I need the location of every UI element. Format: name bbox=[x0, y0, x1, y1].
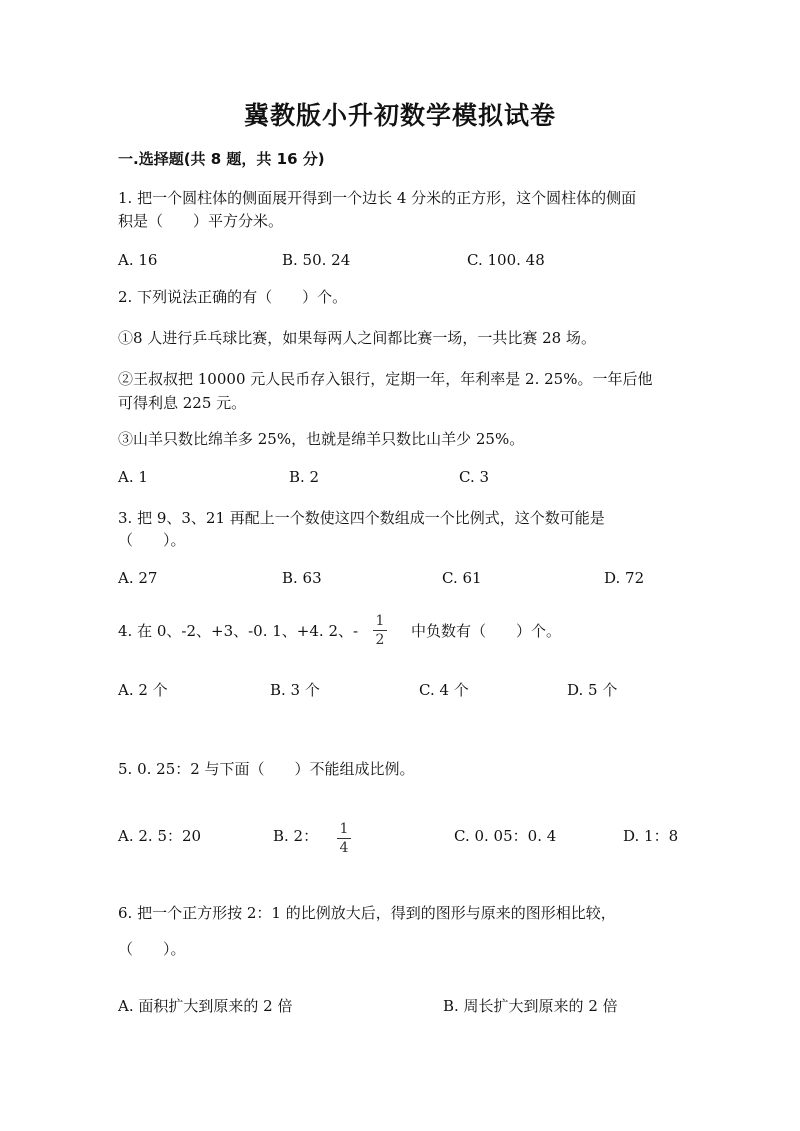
question-4-option-b: B. 3 个 bbox=[270, 681, 320, 699]
question-4-stem-after-fraction: 中负数有（ ）个。 bbox=[411, 622, 562, 640]
question-1-stem-line-1: 1. 把一个圆柱体的侧面展开得到一个边长 4 分米的正方形，这个圆柱体的侧面 bbox=[118, 189, 637, 207]
question-5-option-a: A. 2. 5：20 bbox=[118, 827, 202, 845]
question-1-stem-line-2: 积是（ ）平方分米。 bbox=[118, 212, 284, 230]
question-6-stem-line-2: （ ）。 bbox=[118, 940, 186, 958]
question-5-fraction-denominator: 4 bbox=[339, 840, 349, 856]
question-3-stem-line-1: 3. 把 9、3、21 再配上一个数使这四个数组成一个比例式，这个数可能是 bbox=[118, 509, 605, 527]
question-4-fraction bbox=[372, 614, 388, 647]
section-heading: 一.选择题(共 8 题，共 16 分) bbox=[118, 150, 325, 168]
question-2-option-c: C. 3 bbox=[459, 468, 490, 486]
question-3-option-c: C. 61 bbox=[442, 569, 482, 587]
question-1-option-a: A. 16 bbox=[118, 251, 158, 269]
question-5-option-c: C. 0. 05：0. 4 bbox=[454, 827, 557, 845]
question-6-option-b: B. 周长扩大到原来的 2 倍 bbox=[443, 997, 618, 1015]
question-2-stem: 2. 下列说法正确的有（ ）个。 bbox=[118, 288, 348, 306]
question-3-option-b: B. 63 bbox=[282, 569, 322, 587]
question-3-option-d: D. 72 bbox=[604, 569, 645, 587]
question-4-option-d: D. 5 个 bbox=[567, 681, 618, 699]
question-1-option-b: B. 50. 24 bbox=[282, 251, 351, 269]
question-6-stem-line-1: 6. 把一个正方形按 2：1 的比例放大后，得到的图形与原来的图形相比较， bbox=[118, 904, 616, 922]
question-2-option-a: A. 1 bbox=[118, 468, 148, 486]
question-1-option-c: C. 100. 48 bbox=[467, 251, 545, 269]
question-2-statement-2-line-1: ②王叔叔把 10000 元人民币存入银行，定期一年，年利率是 2. 25%。一年后他 bbox=[118, 370, 653, 388]
question-5-fraction-bar bbox=[337, 838, 351, 839]
question-6-option-a: A. 面积扩大到原来的 2 倍 bbox=[118, 997, 293, 1015]
question-4-option-c: C. 4 个 bbox=[419, 681, 469, 699]
question-4-fraction-numerator: 1 bbox=[375, 613, 385, 629]
question-5-option-b-fraction bbox=[336, 822, 352, 855]
question-4-fraction-denominator: 2 bbox=[375, 632, 385, 648]
question-2-option-b: B. 2 bbox=[289, 468, 320, 486]
question-2-statement-1: ①8 人进行乒乓球比赛，如果每两人之间都比赛一场，一共比赛 28 场。 bbox=[118, 329, 596, 347]
question-5-stem: 5. 0. 25：2 与下面（ ）不能组成比例。 bbox=[118, 760, 415, 778]
question-2-statement-3: ③山羊只数比绵羊多 25%，也就是绵羊只数比山羊少 25%。 bbox=[118, 430, 525, 448]
question-4-stem-before-fraction: 4. 在 0、-2、+3、-0. 1、+4. 2、- bbox=[118, 622, 359, 640]
question-3-option-a: A. 27 bbox=[118, 569, 158, 587]
question-5-option-d: D. 1：8 bbox=[623, 827, 679, 845]
question-5-option-b: B. 2： bbox=[273, 827, 319, 845]
question-5-fraction-numerator: 1 bbox=[339, 821, 349, 837]
question-4-fraction-bar bbox=[373, 630, 387, 631]
question-3-stem-line-2: （ ）。 bbox=[118, 531, 186, 549]
exam-title: 冀教版小升初数学模拟试卷 bbox=[243, 101, 556, 130]
question-2-statement-2-line-2: 可得利息 225 元。 bbox=[118, 394, 247, 412]
question-4-option-a: A. 2 个 bbox=[118, 681, 168, 699]
